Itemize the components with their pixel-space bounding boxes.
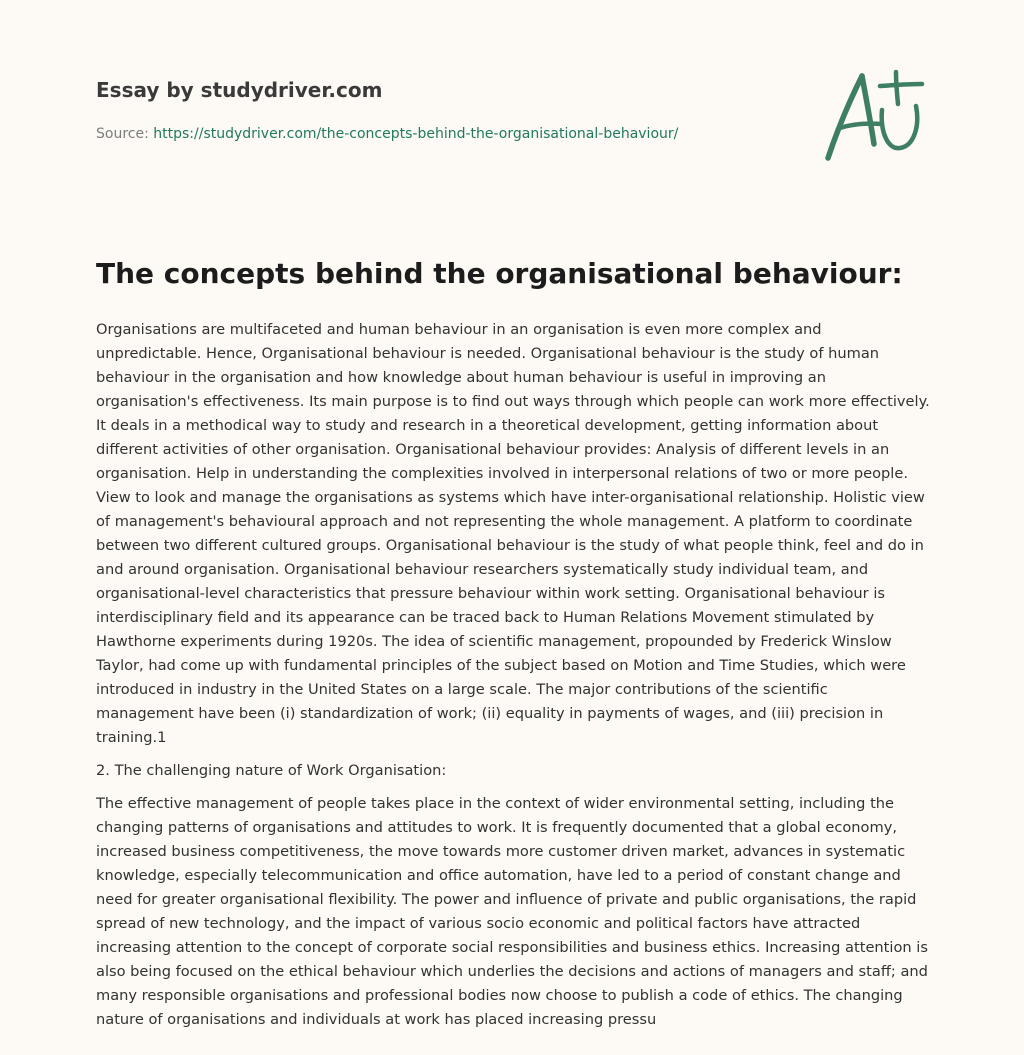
- site-label: Essay by studydriver.com: [96, 78, 383, 102]
- source-label: Source:: [96, 126, 149, 142]
- article: [96, 254, 930, 1032]
- article-paragraph-2: The effective management of people takes place in the context of wider environmental setting, including the changing patterns of organisations and attitudes to work. It is frequently documented that a global economy, increased business competitiveness, the move towards more customer driven market, advances in systematic knowledge, especially telecommunication and office automation, have led to a period of constant change and need for greater organisational flexibility. The power and influence of private and public organisations, the rapid spread of new technology, and the impact of various socio economic and political factors have attracted increasing attention to the concept of corporate social responsibilities and business ethics. Increasing attention is also being focused on the ethical behaviour which underlies the decisions and actions of managers and staff; and many responsible organisations and professional bodies now choose to publish a code of ethics. The changing nature of organisations and individuals at work has placed increasing pressu: [96, 795, 928, 1028]
- source-line: [96, 124, 796, 144]
- source-link[interactable]: https://studydriver.com/the-concepts-behind-the-organisational-behaviour/: [153, 126, 679, 142]
- a-plus-logo-icon: [818, 66, 928, 166]
- article-title: The concepts behind the organisational behaviour:: [96, 257, 903, 290]
- page-header: [96, 76, 796, 144]
- article-paragraph-1: Organisations are multifaceted and human behaviour in an organisation is even more complex and unpredictable. Hence, Organisational behaviour is needed. Organisational behaviour is the study of human behaviour in the organisation and how knowledge about human behaviour is useful in improving an organisation's effectiveness. Its main purpose is to find out ways through which people can work more effectively. It deals in a methodical way to study and research in a theoretical development, getting information about different activities of other organisation. Organisational behaviour provides: Analysis of different levels in an organisation. Help in understanding the complexities involved in interpersonal relations of two or more people. View to look and manage the organisations as systems which have inter-organisational relationship. Holistic view of management's behavioural approach and not representing the whole management. A platform to coordinate between two different cultured groups. Organisational behaviour is the study of what people think, feel and do in and around organisation. Organisational behaviour researchers systematically study individual team, and organisational-level characteristics that pressure behaviour within work setting. Organisational behaviour is interdisciplinary field and its appearance can be traced back to Human Relations Movement stimulated by Hawthorne experiments during 1920s. The idea of scientific management, propounded by Frederick Winslow Taylor, had come up with fundamental principles of the subject based on Motion and Time Studies, which were introduced in industry in the United States on a large scale. The major contributions of the scientific management have been (i) standardization of work; (ii) equality in payments of wages, and (iii) precision in training.1: [96, 321, 930, 746]
- section-subheading: 2. The challenging nature of Work Organisation:: [96, 762, 447, 779]
